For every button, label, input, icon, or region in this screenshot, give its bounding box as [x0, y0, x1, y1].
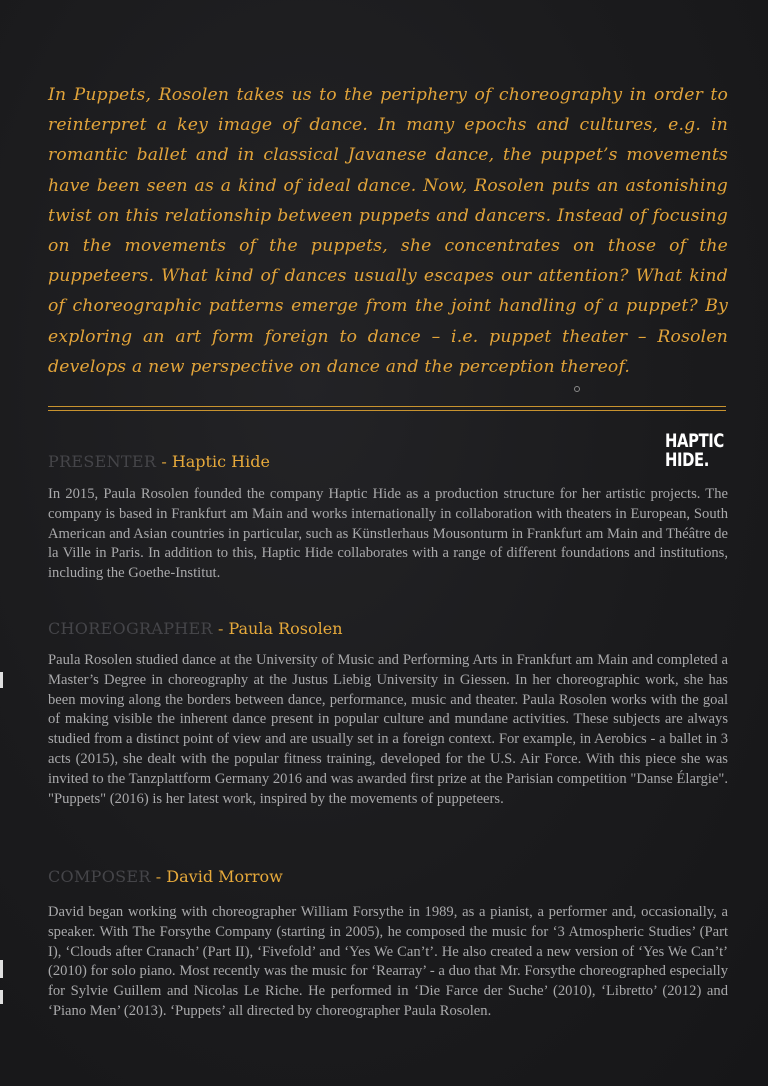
logo-line-1: HAPTIC	[665, 430, 724, 452]
logo-line-2: HIDE.	[665, 449, 710, 471]
presenter-name: Haptic Hide	[171, 452, 270, 471]
intro-paragraph: In Puppets, Rosolen takes us to the periphery of choreography in order to reinterpret a key image of dance. In many epochs and cultures, e.g. in romantic ballet and in classical Javanese dance, the puppet’s movements have been seen as a kind of ideal dance. Now, Rosolen puts an astonishing twist on this relationship between puppets and dancers. Instead of focusing on the movements of the puppets, she concentrates on those of the puppeteers. What kind of dances usually escapes our attention? What kind of choreographic patterns emerge from the joint handling of a puppet? By exploring an art form foreign to dance – i.e. puppet theater – Rosolen develops a new perspective on dance and the perception thereof.	[48, 85, 728, 377]
choreographer-separator: -	[212, 619, 229, 638]
composer-name: David Morrow	[166, 867, 283, 886]
choreographer-role: CHOREOGRAPHER	[48, 619, 213, 638]
edge-mark	[0, 990, 3, 1004]
composer-text: David began working with choreographer William Forsythe in 1989, as a pianist, a performer and, occasionally, a speaker. With The Forsythe Company (starting in 2005), he composed the music for ‘3 Atmospheric Studies’ (Part I), ‘Clouds after Cranach’ (Part II), ‘Fivefold’ and ‘Yes We Can’t’. He also created a new version of ‘Yes We Can’t’ (2010) for solo piano. Most recently was the music for ‘Rearray’ - a duo that Mr. Forsythe choreographed especially for Sylvie Guillem and Nicolas Le Riche. He performed in ‘Die Farce der Suche’ (2010), ‘Libretto’ (2012) and ‘Piano Men’ (2013). ‘Puppets’ all directed by choreographer Paula Rosolen.	[48, 904, 728, 1019]
haptic-hide-logo	[665, 432, 729, 476]
composer-heading	[48, 867, 283, 886]
decorative-dot	[574, 386, 580, 392]
choreographer-heading	[48, 619, 343, 638]
presenter-text: In 2015, Paula Rosolen founded the company Haptic Hide as a production structure for her artistic projects. The company is based in Frankfurt am Main and works internationally in collaboration with theaters in European, South American and Asian countries in particular, such as Künstlerhaus Mousonturm in Frankfurt am Main and Théâtre de la Ville in Paris. In addition to this, Haptic Hide collaborates with a range of different foundations and institutions, including the Goethe-Institut.	[48, 486, 728, 582]
choreographer-text: Paula Rosolen studied dance at the University of Music and Performing Arts in Frankfurt am Main and completed a Master’s Degree in choreography at the Justus Liebig University in Giessen. In her choreographic work, she has been moving along the borders between dance, performance, music and theater. Paula Rosolen works with the goal of making visible the inherent dance present in popular culture and mundane activities. These subjects are always studied from a distinct point of view and are usually set in a foreign context. For example, in Aerobics - a ballet in 3 acts (2015), she dealt with the popular fitness training, developed for the U.S. Air Force. With this piece she was invited to the Tanzplattform Germany 2016 and was awarded first prize at the Parisian competition "Danse Élargie". "Puppets" (2016) is her latest work, inspired by the movements of puppeteers.	[48, 652, 728, 807]
edge-mark	[0, 960, 3, 978]
presenter-separator: -	[156, 452, 172, 471]
presenter-role: PRESENTER	[48, 452, 157, 471]
composer-role: COMPOSER	[48, 867, 151, 886]
gold-divider	[48, 406, 726, 411]
presenter-heading	[48, 452, 270, 471]
composer-separator: -	[150, 867, 167, 886]
edge-mark	[0, 672, 3, 688]
choreographer-name: Paula Rosolen	[228, 619, 343, 638]
